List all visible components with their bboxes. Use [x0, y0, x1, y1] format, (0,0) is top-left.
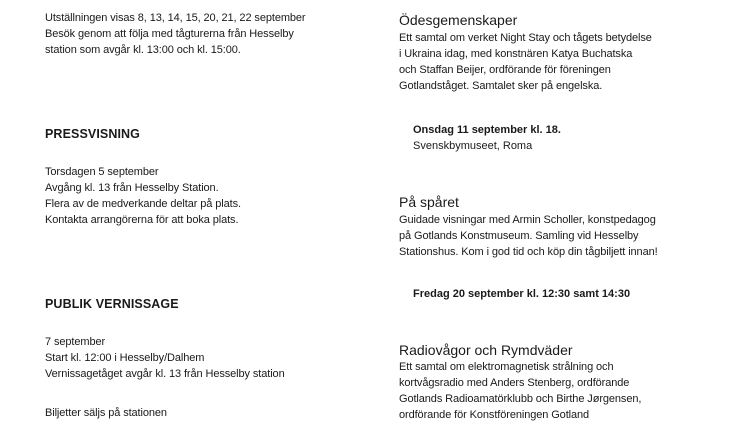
exhibition-intro	[45, 10, 306, 58]
event-title-radiovagor: Radiovågor och Rymdväder	[399, 342, 573, 358]
description-line: kortvågsradio med Anders Stenberg, ordförande	[399, 377, 630, 389]
press-line: Flera av de medverkande deltar på plats.	[45, 198, 241, 210]
vernissage-line: Start kl. 12:00 i Hesselby/Dalhem	[45, 352, 205, 364]
description-line: ordförande för Konstföreningen Gotland	[399, 409, 590, 421]
event-datetime: Onsdag 11 september kl. 18.	[413, 124, 561, 136]
press-line: Torsdagen 5 september	[45, 166, 159, 178]
description-line: Gotlandståget. Samtalet sker på engelska.	[399, 80, 603, 92]
intro-line: Utställningen visas 8, 13, 14, 15, 20, 21, 22 september	[45, 12, 306, 24]
description-line: och Staffan Beijer, ordförande för föreningen	[399, 64, 611, 76]
event-time	[399, 286, 630, 302]
description-line: Ett samtal om elektromagnetisk strålning och	[399, 361, 614, 373]
event-datetime: Fredag 20 september kl. 12:30 samt 14:30	[413, 288, 631, 300]
press-line: Kontakta arrangörerna för att boka plats.	[45, 214, 239, 226]
description-line: Ett samtal om verket Night Stay och tågets betydelse	[399, 32, 652, 44]
intro-line: Besök genom att följa med tågturerna från Hesselby	[45, 28, 294, 40]
intro-line: station som avgår kl. 13:00 och kl. 15:00.	[45, 44, 241, 56]
vernissage-details	[45, 334, 285, 382]
vernissage-line: Vernissagetåget avgår kl. 13 från Hesselby station	[45, 368, 285, 380]
vernissage-line: 7 september	[45, 336, 106, 348]
description-line: i Ukraina idag, med konstnären Katya Buchatska	[399, 48, 633, 60]
vernissage-tickets: Biljetter säljs på stationen	[45, 407, 167, 419]
event-title-odesgemenskaper: Ödesgemenskaper	[399, 12, 518, 28]
vernissage-heading: PUBLIK VERNISSAGE	[45, 297, 179, 311]
event-location: Svenskbymuseet, Roma	[413, 140, 533, 152]
event-description	[399, 30, 652, 94]
press-line: Avgång kl. 13 från Hesselby Station.	[45, 182, 219, 194]
description-line: Stationshus. Kom i god tid och köp din tågbiljett innan!	[399, 246, 658, 258]
event-description	[399, 212, 658, 260]
description-line: Guidade visningar med Armin Scholler, konstpedagog	[399, 214, 656, 226]
description-line: på Gotlands Konstmuseum. Samling vid Hesselby	[399, 230, 639, 242]
description-line: Gotlands Radioamatörklubb och Birthe Jørgensen,	[399, 393, 642, 405]
event-description	[399, 359, 641, 423]
event-title-pa-sparet: På spåret	[399, 194, 459, 210]
press-details	[45, 164, 241, 228]
press-heading: PRESSVISNING	[45, 127, 140, 141]
event-time	[399, 122, 561, 138]
